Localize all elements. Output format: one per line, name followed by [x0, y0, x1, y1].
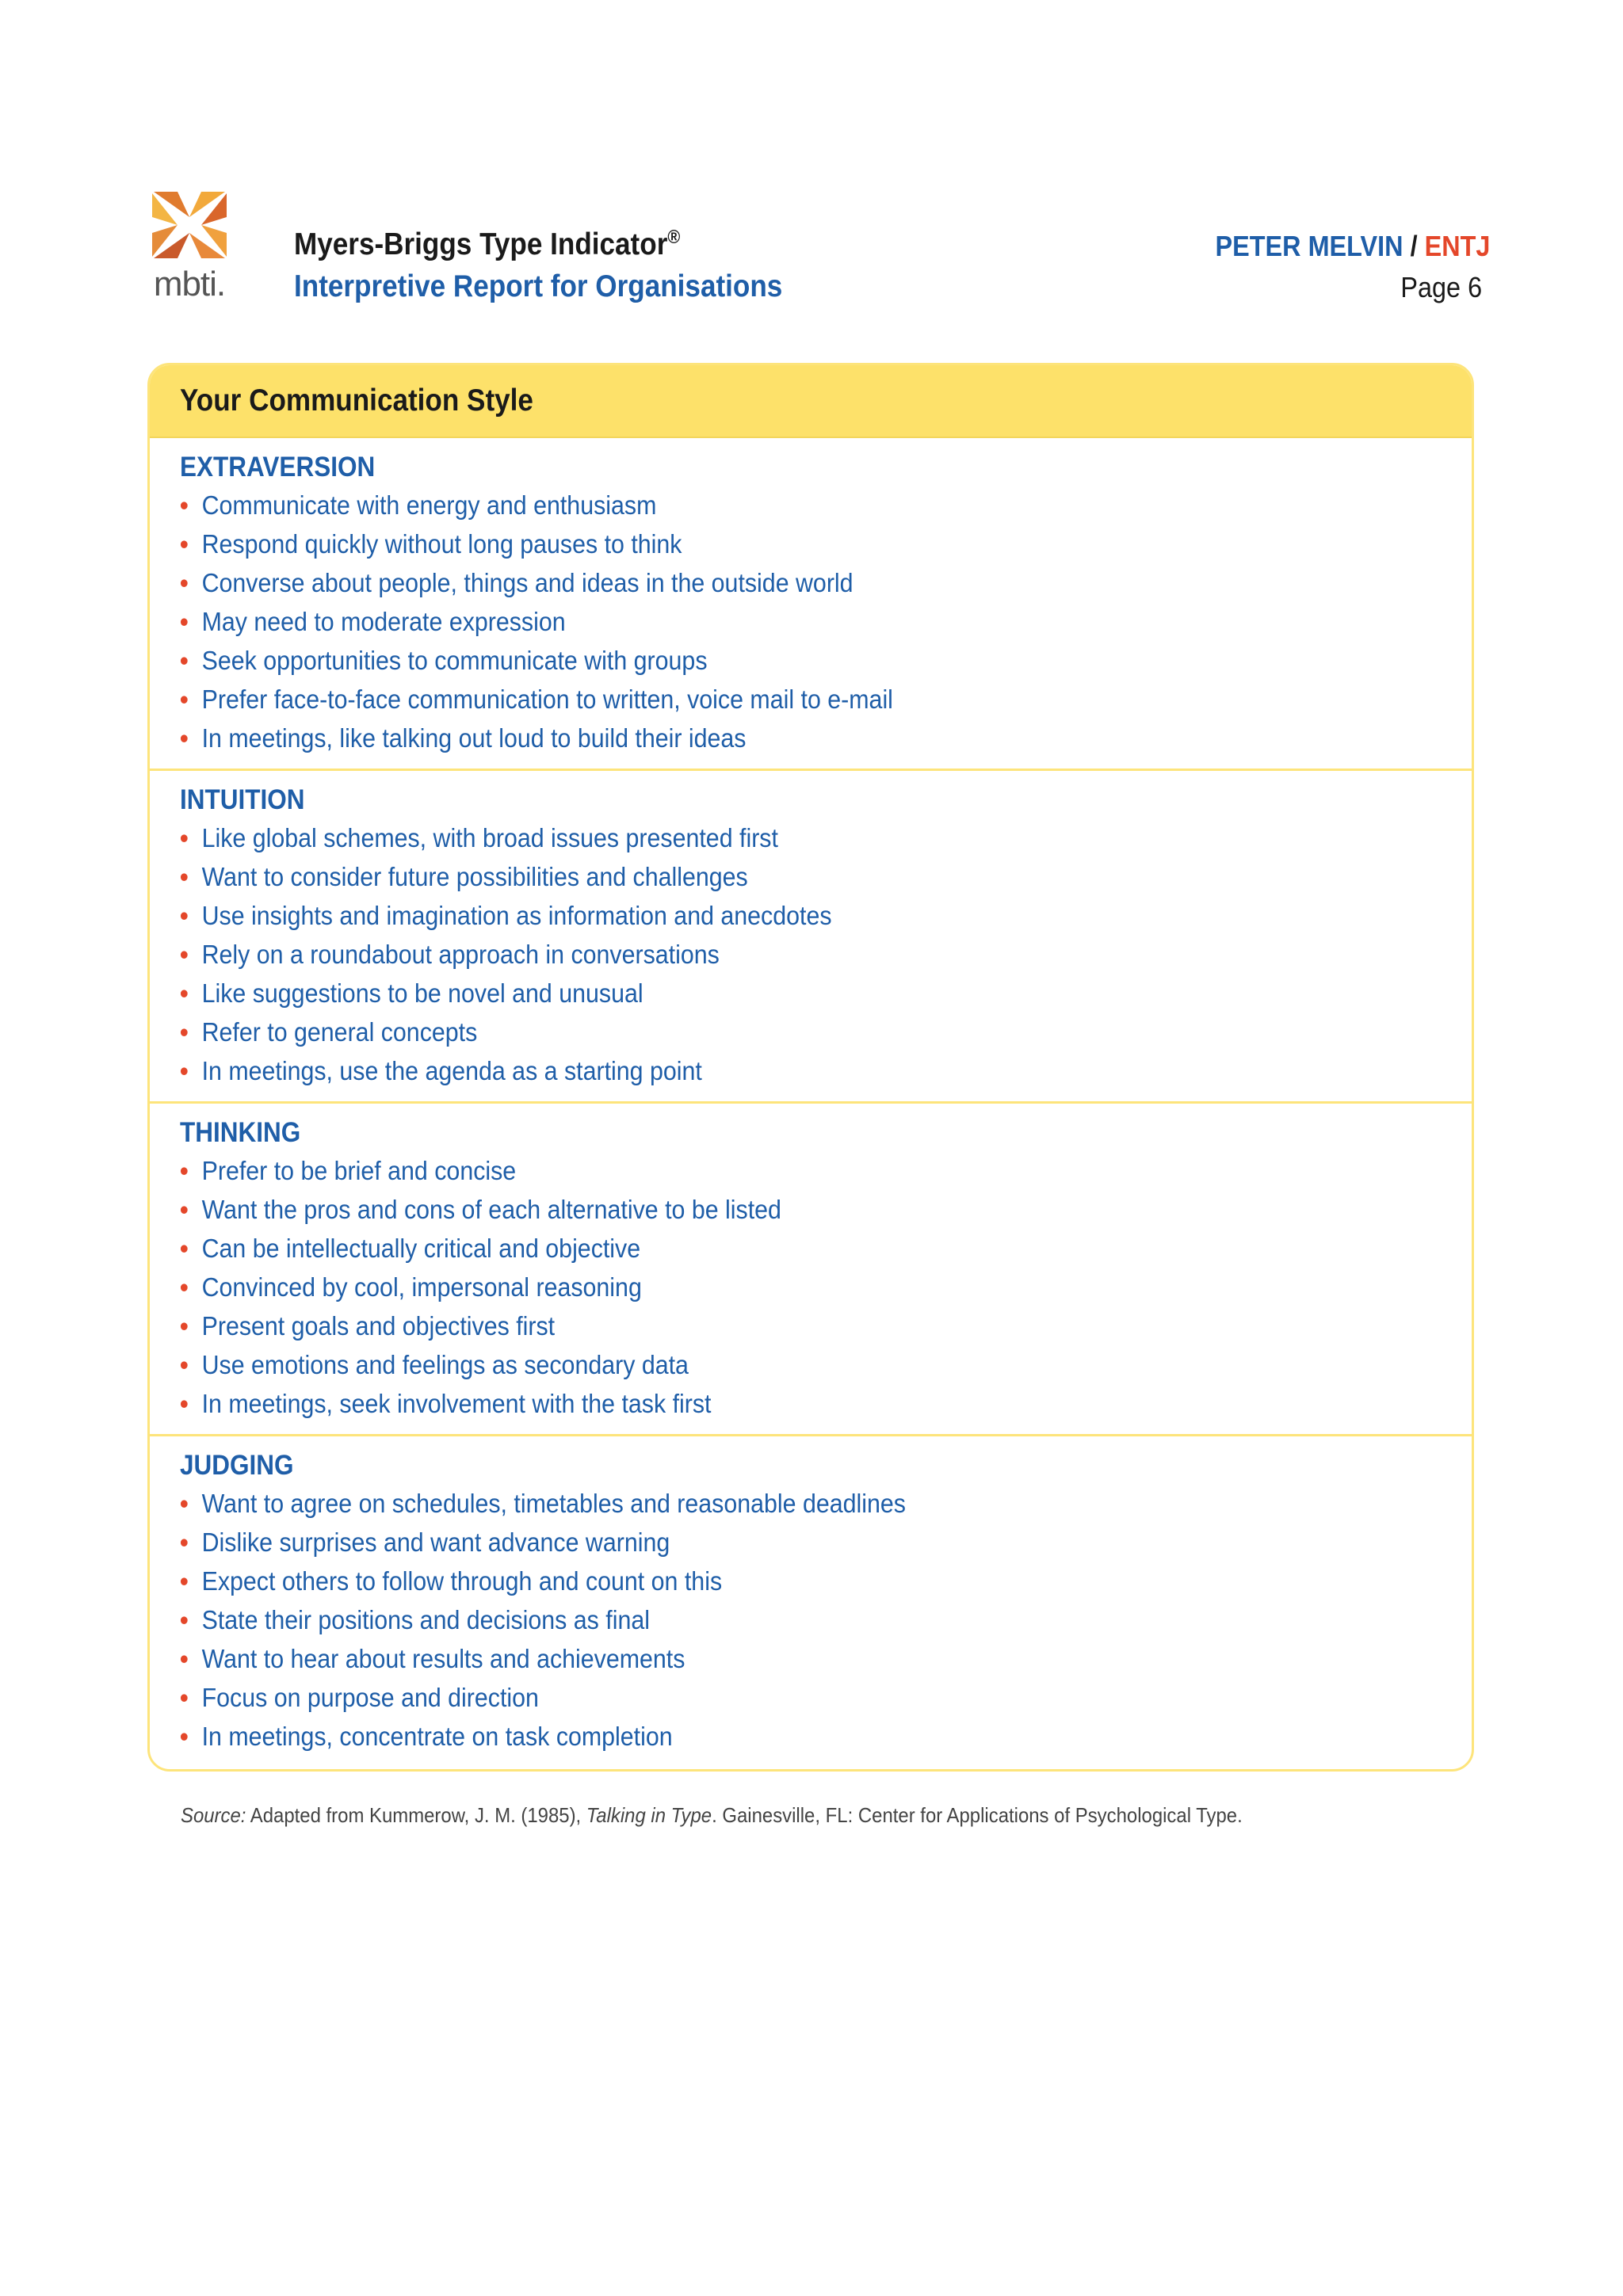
- source-book-title: Talking in Type: [586, 1803, 712, 1827]
- list-item-text: Want to consider future possibilities and challenges: [201, 862, 748, 891]
- document-title: [294, 227, 680, 262]
- list-item-text: Use emotions and feelings as secondary data: [201, 1350, 689, 1379]
- list-item: [180, 1345, 1369, 1384]
- list-item-text: Communicate with energy and enthusiasm: [201, 490, 657, 520]
- bullet-list: [180, 818, 1472, 1090]
- list-item-text: Want to agree on schedules, timetables and reasonable deadlines: [201, 1489, 906, 1518]
- bullet-icon: •: [180, 1605, 189, 1634]
- source-citation: [181, 1803, 1243, 1828]
- bullet-icon: •: [180, 1350, 189, 1379]
- bullet-icon: •: [180, 901, 189, 930]
- list-item-text: State their positions and decisions as final: [201, 1605, 650, 1634]
- source-label: Source:: [181, 1803, 246, 1827]
- type-code: ENTJ: [1424, 230, 1490, 262]
- bullet-icon: •: [180, 490, 189, 520]
- list-item: [180, 1384, 1369, 1423]
- bullet-icon: •: [180, 1056, 189, 1085]
- list-item: [180, 486, 1369, 524]
- list-item: [180, 1051, 1369, 1090]
- registered-mark: ®: [667, 227, 681, 248]
- list-item: [180, 563, 1369, 602]
- list-item: [180, 1484, 1369, 1523]
- list-item: [180, 857, 1369, 896]
- bullet-icon: •: [180, 529, 189, 559]
- section-heading: JUDGING: [180, 1450, 294, 1481]
- communication-style-panel: [147, 363, 1474, 1772]
- bullet-icon: •: [180, 940, 189, 969]
- bullet-icon: •: [180, 1389, 189, 1418]
- list-item: [180, 1306, 1369, 1345]
- bullet-icon: •: [180, 685, 189, 714]
- section-extraversion: [150, 438, 1472, 771]
- bullet-icon: •: [180, 978, 189, 1008]
- source-text-2: . Gainesville, FL: Center for Applications of Psychological Type.: [712, 1803, 1243, 1827]
- list-item-text: Want the pros and cons of each alternative to be listed: [201, 1195, 781, 1224]
- list-item: [180, 602, 1369, 641]
- list-item: [180, 719, 1369, 757]
- list-item-text: In meetings, use the agenda as a starting point: [201, 1056, 702, 1085]
- list-item: [180, 1562, 1369, 1600]
- bullet-icon: •: [180, 1527, 189, 1557]
- list-item-text: Convinced by cool, impersonal reasoning: [201, 1272, 642, 1302]
- list-item: [180, 1678, 1369, 1717]
- name-type-separator: /: [1410, 230, 1418, 262]
- bullet-icon: •: [180, 1272, 189, 1302]
- list-item: [180, 1013, 1369, 1051]
- section-heading: INTUITION: [180, 784, 305, 815]
- section-judging: [150, 1436, 1472, 1769]
- list-item-text: Refer to general concepts: [201, 1017, 478, 1047]
- person-name: PETER MELVIN: [1215, 230, 1403, 262]
- bullet-icon: •: [180, 1311, 189, 1341]
- mbti-logo-mark: [146, 185, 233, 265]
- bullet-icon: •: [180, 862, 189, 891]
- list-item-text: Converse about people, things and ideas in the outside world: [201, 568, 854, 597]
- bullet-icon: •: [180, 823, 189, 852]
- bullet-icon: •: [180, 1489, 189, 1518]
- bullet-list: [180, 486, 1472, 757]
- list-item-text: Use insights and imagination as information and anecdotes: [201, 901, 832, 930]
- bullet-icon: •: [180, 568, 189, 597]
- bullet-list: [180, 1151, 1472, 1423]
- bullet-list: [180, 1484, 1472, 1756]
- list-item-text: In meetings, like talking out loud to build their ideas: [201, 723, 747, 753]
- list-item-text: Present goals and objectives first: [201, 1311, 556, 1341]
- list-item-text: Prefer to be brief and concise: [201, 1156, 517, 1185]
- list-item: [180, 1639, 1369, 1678]
- section-intuition: [150, 771, 1472, 1104]
- bullet-icon: •: [180, 1644, 189, 1673]
- person-type-label: [1215, 230, 1490, 263]
- bullet-icon: •: [180, 1017, 189, 1047]
- list-item: [180, 818, 1369, 857]
- list-item-text: In meetings, seek involvement with the task first: [201, 1389, 712, 1418]
- section-heading: THINKING: [180, 1117, 301, 1148]
- document-title-text: Myers-Briggs Type Indicator: [294, 227, 668, 261]
- list-item: [180, 1523, 1369, 1562]
- bullet-icon: •: [180, 1683, 189, 1712]
- list-item: [180, 1268, 1369, 1306]
- bullet-icon: •: [180, 1195, 189, 1224]
- document-subtitle: Interpretive Report for Organisations: [294, 269, 783, 303]
- list-item: [180, 1600, 1369, 1639]
- list-item-text: Seek opportunities to communicate with groups: [201, 646, 708, 675]
- list-item: [180, 1151, 1369, 1190]
- section-thinking: [150, 1104, 1472, 1436]
- section-heading: EXTRAVERSION: [180, 452, 376, 482]
- panel-title: Your Communication Style: [180, 383, 533, 418]
- list-item-text: In meetings, concentrate on task completion: [201, 1722, 673, 1751]
- bullet-icon: •: [180, 1234, 189, 1263]
- bullet-icon: •: [180, 1156, 189, 1185]
- bullet-icon: •: [180, 1566, 189, 1596]
- panel-header: [150, 365, 1472, 438]
- list-item: [180, 935, 1369, 974]
- list-item-text: May need to moderate expression: [201, 607, 566, 636]
- list-item: [180, 974, 1369, 1013]
- list-item: [180, 896, 1369, 935]
- list-item: [180, 1190, 1369, 1229]
- list-item-text: Dislike surprises and want advance warning: [201, 1527, 670, 1557]
- bullet-icon: •: [180, 607, 189, 636]
- list-item-text: Rely on a roundabout approach in conversations: [201, 940, 720, 969]
- list-item-text: Want to hear about results and achievements: [201, 1644, 685, 1673]
- bullet-icon: •: [180, 646, 189, 675]
- list-item: [180, 524, 1369, 563]
- list-item-text: Expect others to follow through and count on this: [201, 1566, 723, 1596]
- bullet-icon: •: [180, 723, 189, 753]
- list-item-text: Like suggestions to be novel and unusual: [201, 978, 643, 1008]
- list-item-text: Respond quickly without long pauses to think: [201, 529, 682, 559]
- list-item: [180, 1717, 1369, 1756]
- mbti-logo: [146, 185, 233, 304]
- list-item: [180, 1229, 1369, 1268]
- bullet-icon: •: [180, 1722, 189, 1751]
- list-item: [180, 680, 1369, 719]
- logo-text: mbti.: [153, 265, 226, 303]
- source-text-1: Adapted from Kummerow, J. M. (1985),: [246, 1803, 586, 1827]
- list-item-text: Can be intellectually critical and objective: [201, 1234, 641, 1263]
- list-item-text: Focus on purpose and direction: [201, 1683, 539, 1712]
- page-number: Page 6: [1400, 271, 1482, 303]
- list-item-text: Prefer face-to-face communication to written, voice mail to e-mail: [201, 685, 893, 714]
- list-item-text: Like global schemes, with broad issues presented first: [201, 823, 778, 852]
- list-item: [180, 641, 1369, 680]
